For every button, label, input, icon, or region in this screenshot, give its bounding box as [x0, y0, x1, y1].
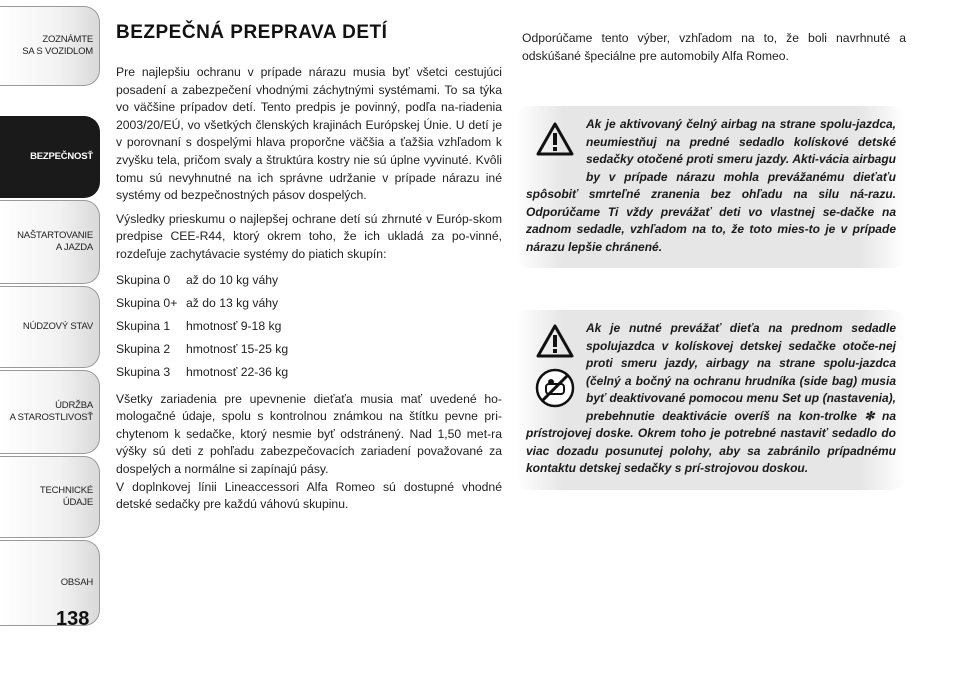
tab-emergency[interactable] [0, 286, 100, 368]
warning-box-airbag [516, 106, 906, 268]
right-intro: Odporúčame tento výber, vzhľadom na to, že boli navrhnuté a odskúšané špeciálne pre automobily Alfa Romeo. [522, 31, 906, 63]
warning-icons [526, 320, 582, 422]
warning-triangle-icon [536, 324, 574, 358]
page-number: 138 [56, 608, 90, 630]
paragraph: Všetky zariadenia pre upevnenie dieťaťa musia mať uvedené ho-mologačné údaje, spolu s kontrolnou známkou na štítku pevne pri-chytenom k sedačke, ktorý nesmie byť odstránený. Nad 1,50 met-ra výšky sú deti z pohľadu zabezpečovacích zariadení považované za dospelých a normálne si zapínajú pásy. [116, 391, 502, 476]
group-desc: až do 10 kg váhy [186, 273, 279, 288]
tab-label: NÚDZOVÝ STAV [22, 321, 93, 332]
tab-label: BEZPEČNOSŤ [30, 151, 93, 162]
tab-maintenance[interactable] [0, 370, 100, 454]
paragraph: V doplnkovej línii Lineaccessori Alfa Romeo sú dostupné vhodné detské sedačky pre každú váhovú skupinu. [116, 479, 502, 512]
tab-label: OBSAH [60, 577, 93, 588]
warning-text: Ak je aktivovaný čelný airbag na strane spolu-jazdca, neumiestňuj na predné sedadlo kolískové detské sedačky otočené proti smeru jazdy. Akti-vácia airbagu by v prípade nárazu mohla prevážanému dieťaťu spôsobiť smrteľné zranenia bez ohľadu na silu ná-razu. Odporúčame Ti vždy prevážať deti vo vlastnej se-dačke na zadnom sedadle, vzhľadom na to, že toto mies-to je v prípade nárazu lepšie chránené. [526, 117, 896, 254]
list-item [116, 362, 502, 385]
tab-safety[interactable] [0, 116, 100, 198]
group-name: Skupina 2 [116, 342, 171, 357]
group-desc: hmotnosť 9-18 kg [186, 319, 282, 334]
group-desc: hmotnosť 22-36 kg [186, 365, 289, 380]
tab-label: NAŠTARTOVANIE A JAZDA [17, 230, 93, 253]
list-item [116, 316, 502, 339]
weight-groups-list [116, 270, 502, 385]
list-item [116, 293, 502, 316]
paragraph: Pre najlepšiu ochranu v prípade nárazu musia byť všetci cestujúci posadení a zabezpečení vhodnými záchytnými systémami. To sa týka vo väčšine prípadov detí. Tento predpis je povinný, podľa na-riadenia 2003/20/EÚ, vo všetkých členských krajinách Európskej Únie. U detí je v porovnaní s dospelými hlava proporčne väčšia a ťažšia vzhľadom k zvyšku tela, pričom svaly a štruktúra kostry nie sú úplne vyvinuté. Kvôli tomu sú nevyhnutné na ich správne udržanie v prípade nárazu iné systémy od bezpečnostných pásov dospelých. [116, 65, 502, 203]
group-name: Skupina 1 [116, 319, 171, 334]
tab-label: ÚDRŽBA A STAROSTLIVOSŤ [9, 400, 93, 423]
tab-starting-driving[interactable] [0, 200, 100, 284]
tab-vehicle-intro[interactable] [0, 6, 100, 86]
paragraph: Výsledky prieskumu o najlepšej ochrane detí sú zhrnuté v Európ-skom predpise CEE-R44, ktorý okrem toho, že ich ukladá za po-vinné, rozdeľuje zachytávacie systémy do piatich skupín: [116, 211, 502, 261]
chapter-tabs [0, 0, 103, 640]
list-item [116, 270, 502, 293]
left-column [116, 64, 502, 514]
airbag-off-icon [535, 368, 575, 408]
tab-label: ZOZNÁMTE SA S VOZIDLOM [22, 34, 93, 57]
group-desc: až do 13 kg váhy [186, 296, 279, 311]
tab-label: TECHNICKÉ ÚDAJE [39, 485, 93, 508]
group-desc: hmotnosť 15-25 kg [186, 342, 289, 357]
list-item [116, 339, 502, 362]
page-title: BEZPEČNÁ PREPRAVA DETÍ [116, 22, 388, 43]
group-name: Skupina 0+ [116, 296, 178, 311]
warning-icons [526, 116, 582, 176]
warning-text: Ak je nutné prevážať dieťa na prednom sedadle spolujazdca v kolískovej detskej sedačke otoče-nej proti smeru jazdy, airbagy na strane spolu-jazdca (čelný a bočný na ochranu hrudníka (side bag) musia byť deaktivované pomocou menu Set up (nastavenia), prebehnutie deaktivácie overíš na kon-trolke ✻ na prístrojovej doske. Okrem toho je potrebné nastaviť sedadlo do viac dozadu posunutej polohy, aby sa zabránilo prípadnému kontaktu detskej sedačky s prí-strojovou doskou. [526, 321, 896, 475]
group-name: Skupina 0 [116, 273, 171, 288]
tab-technical-data[interactable] [0, 456, 100, 538]
group-name: Skupina 3 [116, 365, 171, 380]
warning-box-deactivation [516, 310, 906, 490]
warning-triangle-icon [536, 122, 574, 156]
